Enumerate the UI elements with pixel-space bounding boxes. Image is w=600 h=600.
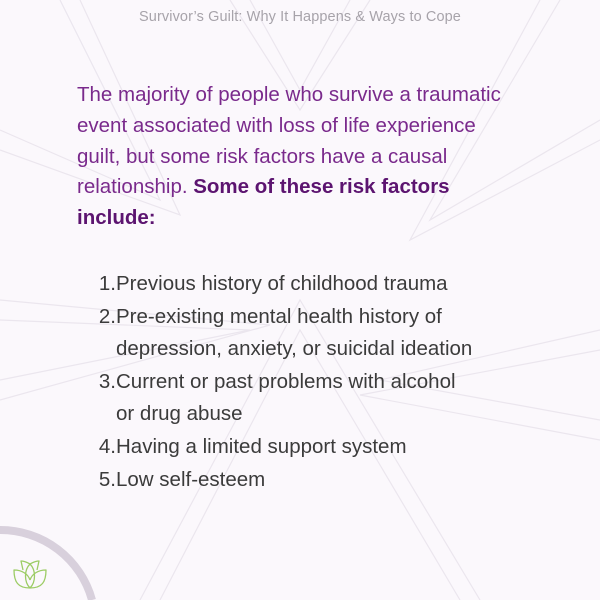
list-item <box>86 464 566 497</box>
intro-paragraph <box>77 80 557 234</box>
intro-line: event associated with loss of life experience <box>77 113 476 137</box>
list-number: 1. <box>98 272 116 295</box>
list-number: 3. <box>98 369 116 393</box>
list-item <box>86 268 566 301</box>
list-text: Current or past problems with alcohol <box>116 369 456 393</box>
lotus-icon <box>12 558 48 590</box>
page-title: Survivor’s Guilt: Why It Happens & Ways to Cope <box>139 9 461 25</box>
list-text: or drug abuse <box>116 402 243 426</box>
list-text: depression, anxiety, or suicidal ideation <box>116 337 473 361</box>
list-number: 5. <box>98 467 116 491</box>
list-text: Pre-existing mental health history of <box>116 304 442 328</box>
risk-factor-list <box>86 268 566 496</box>
intro-bold: include: <box>77 206 156 230</box>
intro-bold: Some of these risk factors <box>193 175 450 199</box>
list-item <box>86 431 566 464</box>
list-text: Low self-esteem <box>116 467 266 491</box>
intro-line: relationship. <box>77 175 194 199</box>
list-number: 2. <box>98 304 116 328</box>
list-item <box>86 366 566 431</box>
list-number: 4. <box>98 434 116 458</box>
list-item <box>86 301 566 366</box>
list-text: Previous history of childhood trauma <box>116 272 448 295</box>
intro-line: guilt, but some risk factors have a causal <box>77 144 448 168</box>
intro-line: The majority of people who survive a traumatic <box>77 83 501 106</box>
list-text: Having a limited support system <box>116 434 407 458</box>
